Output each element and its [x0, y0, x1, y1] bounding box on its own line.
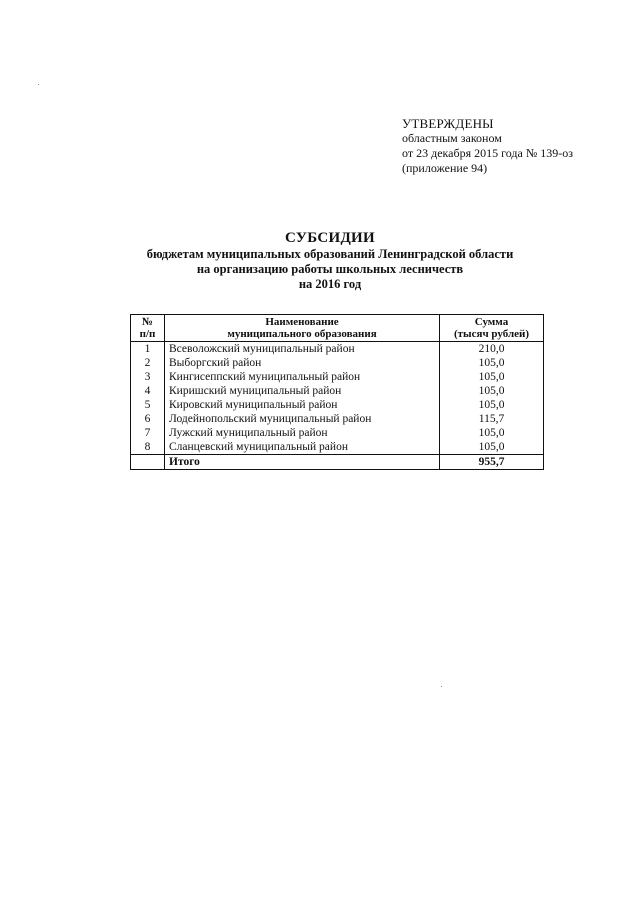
- approval-annex: (приложение 94): [402, 161, 488, 175]
- row-name: Выборгский район: [165, 356, 440, 370]
- header-number-line-1: №: [141, 316, 154, 328]
- row-number: 5: [131, 398, 165, 412]
- row-sum: 210,0: [440, 342, 544, 357]
- row-number: 6: [131, 412, 165, 426]
- table-row: [131, 426, 544, 440]
- title-main: СУБСИДИИ: [284, 230, 375, 246]
- table-header-row: [131, 315, 544, 342]
- total-number-cell: [131, 455, 165, 470]
- header-number-line-2: п/п: [139, 328, 156, 340]
- title-line-2: на организацию работы школьных лесничеств: [196, 262, 464, 276]
- row-number: 7: [131, 426, 165, 440]
- total-label: Итого: [165, 455, 440, 470]
- header-number: [131, 315, 165, 342]
- row-name: Лужский муниципальный район: [165, 426, 440, 440]
- row-number: 2: [131, 356, 165, 370]
- row-name: Киришский муниципальный район: [165, 384, 440, 398]
- subsidies-table: [130, 314, 544, 470]
- approval-stamp: [402, 116, 573, 176]
- scan-speck: [38, 84, 39, 85]
- row-number: 1: [131, 342, 165, 357]
- title-line-3: на 2016 год: [298, 277, 362, 291]
- approval-heading: УТВЕРЖДЕНЫ: [402, 116, 494, 131]
- row-name: Сланцевский муниципальный район: [165, 440, 440, 455]
- row-sum: 105,0: [440, 356, 544, 370]
- total-value: 955,7: [440, 455, 544, 470]
- row-name: Кировский муниципальный район: [165, 398, 440, 412]
- table-row: [131, 356, 544, 370]
- row-sum: 105,0: [440, 384, 544, 398]
- table-row: [131, 412, 544, 426]
- document-title: [120, 229, 540, 292]
- header-sum-line-1: Сумма: [474, 316, 509, 328]
- table-row: [131, 398, 544, 412]
- scan-speck: [441, 686, 442, 687]
- approval-law-type: областным законом: [402, 131, 502, 145]
- approval-law-date: от 23 декабря 2015 года № 139-оз: [402, 146, 574, 160]
- row-sum: 105,0: [440, 370, 544, 384]
- table-row: [131, 342, 544, 357]
- row-sum: 105,0: [440, 440, 544, 455]
- header-name-line-2: муниципального образования: [227, 328, 377, 340]
- table-row: [131, 370, 544, 384]
- row-number: 4: [131, 384, 165, 398]
- row-number: 8: [131, 440, 165, 455]
- row-name: Лодейнопольский муниципальный район: [165, 412, 440, 426]
- row-sum: 115,7: [440, 412, 544, 426]
- table-row: [131, 440, 544, 455]
- total-row: [131, 455, 544, 470]
- header-name-line-1: Наименование: [265, 316, 339, 328]
- title-line-1: бюджетам муниципальных образований Ленинградской области: [146, 247, 514, 261]
- row-sum: 105,0: [440, 398, 544, 412]
- header-sum: [440, 315, 544, 342]
- row-sum: 105,0: [440, 426, 544, 440]
- row-name: Кингисеппский муниципальный район: [165, 370, 440, 384]
- table-row: [131, 384, 544, 398]
- header-sum-line-2: (тысяч рублей): [453, 328, 530, 340]
- row-number: 3: [131, 370, 165, 384]
- header-name: [165, 315, 440, 342]
- row-name: Всеволожский муниципальный район: [165, 342, 440, 357]
